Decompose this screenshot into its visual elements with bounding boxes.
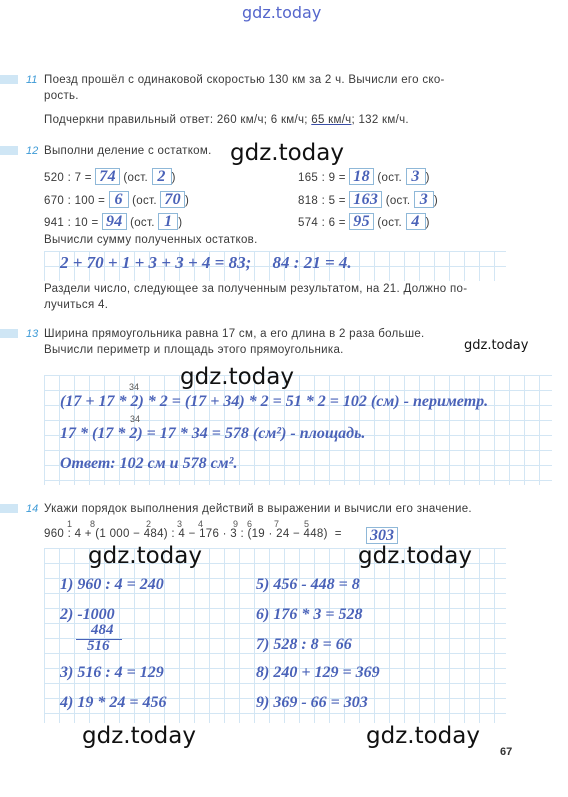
page-number: 67 bbox=[500, 746, 513, 758]
division-expr: 818 : 5 = bbox=[298, 195, 346, 207]
remainder-box: 3 bbox=[414, 191, 434, 208]
step-line: 6) 176 * 3 = 528 bbox=[256, 606, 363, 623]
division-expr: 941 : 10 = bbox=[44, 217, 99, 229]
remainder-box: 1 bbox=[158, 213, 178, 230]
task11-underlined-answer: 65 км/ч bbox=[311, 114, 352, 126]
watermark: gdz.today bbox=[358, 543, 472, 569]
step-line: 2) -1000 bbox=[60, 606, 115, 623]
division-row: 574 : 6 = 95 (ост. 4 ) bbox=[298, 213, 430, 230]
order-mark: 8 bbox=[90, 519, 96, 529]
remainder-box: 4 bbox=[406, 213, 426, 230]
division-row: 818 : 5 = 163 (ост. 3 ) bbox=[298, 191, 438, 208]
watermark: gdz.today bbox=[366, 723, 480, 749]
watermark: gdz.today bbox=[88, 543, 202, 569]
task-number: 12 bbox=[26, 145, 39, 157]
remainder-label: (ост. bbox=[377, 217, 403, 229]
remainder-label: (ост. bbox=[385, 195, 411, 207]
quotient-box: 6 bbox=[109, 191, 129, 208]
order-mark: 3 bbox=[177, 519, 183, 529]
step-line: 3) 516 : 4 = 129 bbox=[60, 664, 164, 681]
task-number: 14 bbox=[26, 503, 39, 515]
quotient-box: 74 bbox=[95, 168, 120, 185]
order-mark: 2 bbox=[146, 519, 152, 529]
task13-answer-line: Ответ: 102 см и 578 см². bbox=[60, 455, 238, 472]
watermark: gdz.today bbox=[180, 364, 294, 390]
task14-expression: 960 : 4 + (1 000 − 484) : 4 − 176 · 3 : (19 · 24 − 448) = bbox=[44, 528, 342, 540]
division-expr: 165 : 9 = bbox=[298, 172, 346, 184]
remainder-label: (ост. bbox=[132, 195, 157, 207]
task14-result-box: 303 bbox=[366, 527, 398, 544]
task12-divide-line1: Раздели число, следующее за полученным результатом, на 21. Должно по- bbox=[44, 283, 468, 295]
order-mark: 4 bbox=[198, 519, 204, 529]
task12-title: Выполни деление с остатком. bbox=[44, 145, 212, 157]
task12-sum-prompt: Вычисли сумму полученных остатков. bbox=[44, 234, 258, 246]
step-line: 1) 960 : 4 = 240 bbox=[60, 576, 164, 593]
watermark: gdz.today bbox=[230, 140, 344, 166]
division-row: 520 : 7 = 74 (ост. 2 ) bbox=[44, 168, 176, 185]
superscript-mark: 34 bbox=[130, 414, 141, 424]
watermark: gdz.today bbox=[82, 723, 196, 749]
task-marker bbox=[0, 146, 18, 155]
order-mark: 7 bbox=[274, 519, 280, 529]
division-row: 670 : 100 = 6 (ост. 70 ) bbox=[44, 191, 190, 208]
task-marker bbox=[0, 329, 18, 338]
task14-title: Укажи порядок выполнения действий в выражении и вычисли его значение. bbox=[44, 503, 472, 515]
division-expr: 574 : 6 = bbox=[298, 217, 346, 229]
order-mark: 6 bbox=[247, 519, 253, 529]
header-watermark: gdz.today bbox=[242, 3, 322, 22]
division-row: 941 : 10 = 94 (ост. 1 ) bbox=[44, 213, 183, 230]
remainder-box: 70 bbox=[160, 191, 185, 208]
task-number: 11 bbox=[26, 74, 38, 86]
remainder-label: (ост. bbox=[130, 217, 155, 229]
task-number: 13 bbox=[26, 328, 39, 340]
task13-text-line1: Ширина прямоугольника равна 17 см, а его длина в 2 раза больше. bbox=[44, 328, 425, 340]
order-mark: 9 bbox=[233, 519, 239, 529]
task11-text-line2: рость. bbox=[44, 90, 79, 102]
task11-answer-line bbox=[44, 114, 409, 126]
task11-suffix: ; 132 км/ч. bbox=[351, 114, 409, 126]
watermark: gdz.today bbox=[464, 338, 529, 353]
quotient-box: 95 bbox=[349, 213, 374, 230]
task-marker bbox=[0, 504, 18, 513]
quotient-box: 94 bbox=[102, 213, 127, 230]
order-mark: 5 bbox=[304, 519, 310, 529]
quotient-box: 163 bbox=[349, 191, 382, 208]
task12-sum-answer: 2 + 70 + 1 + 3 + 3 + 4 = 83; 84 : 21 = 4. bbox=[60, 253, 352, 272]
step-line: 5) 456 - 448 = 8 bbox=[256, 576, 360, 593]
remainder-box: 3 bbox=[406, 168, 426, 185]
order-mark: 1 bbox=[67, 519, 73, 529]
step-line-difference: 516 bbox=[87, 638, 110, 654]
remainder-label: (ост. bbox=[123, 172, 149, 184]
division-expr: 520 : 7 = bbox=[44, 172, 92, 184]
remainder-label: (ост. bbox=[377, 172, 403, 184]
division-row: 165 : 9 = 18 (ост. 3 ) bbox=[298, 168, 430, 185]
division-expr: 670 : 100 = bbox=[44, 195, 106, 207]
step-line: 8) 240 + 129 = 369 bbox=[256, 664, 380, 681]
quotient-box: 18 bbox=[349, 168, 374, 185]
task13-perimeter-line: (17 + 17 * 2) * 2 = (17 + 34) * 2 = 51 * 2 = 102 (см) - периметр. bbox=[60, 393, 489, 410]
step-line: 9) 369 - 66 = 303 bbox=[256, 694, 368, 711]
task-marker bbox=[0, 75, 18, 84]
task12-divide-line2: лучиться 4. bbox=[44, 299, 109, 311]
superscript-mark: 34 bbox=[129, 382, 140, 392]
task11-prefix: Подчеркни правильный ответ: 260 км/ч; 6 км/ч; bbox=[44, 114, 308, 126]
task13-area-line: 17 * (17 * 2) = 17 * 34 = 578 (см²) - площадь. bbox=[60, 425, 366, 442]
task11-text-line1: Поезд прошёл с одинаковой скоростью 130 км за 2 ч. Вычисли его ско- bbox=[44, 74, 445, 86]
step-line: 4) 19 * 24 = 456 bbox=[60, 694, 167, 711]
step-line-subtrahend: 484 bbox=[91, 622, 114, 638]
task13-text-line2: Вычисли периметр и площадь этого прямоугольника. bbox=[44, 344, 344, 356]
step-line: 7) 528 : 8 = 66 bbox=[256, 636, 352, 653]
remainder-box: 2 bbox=[152, 168, 172, 185]
